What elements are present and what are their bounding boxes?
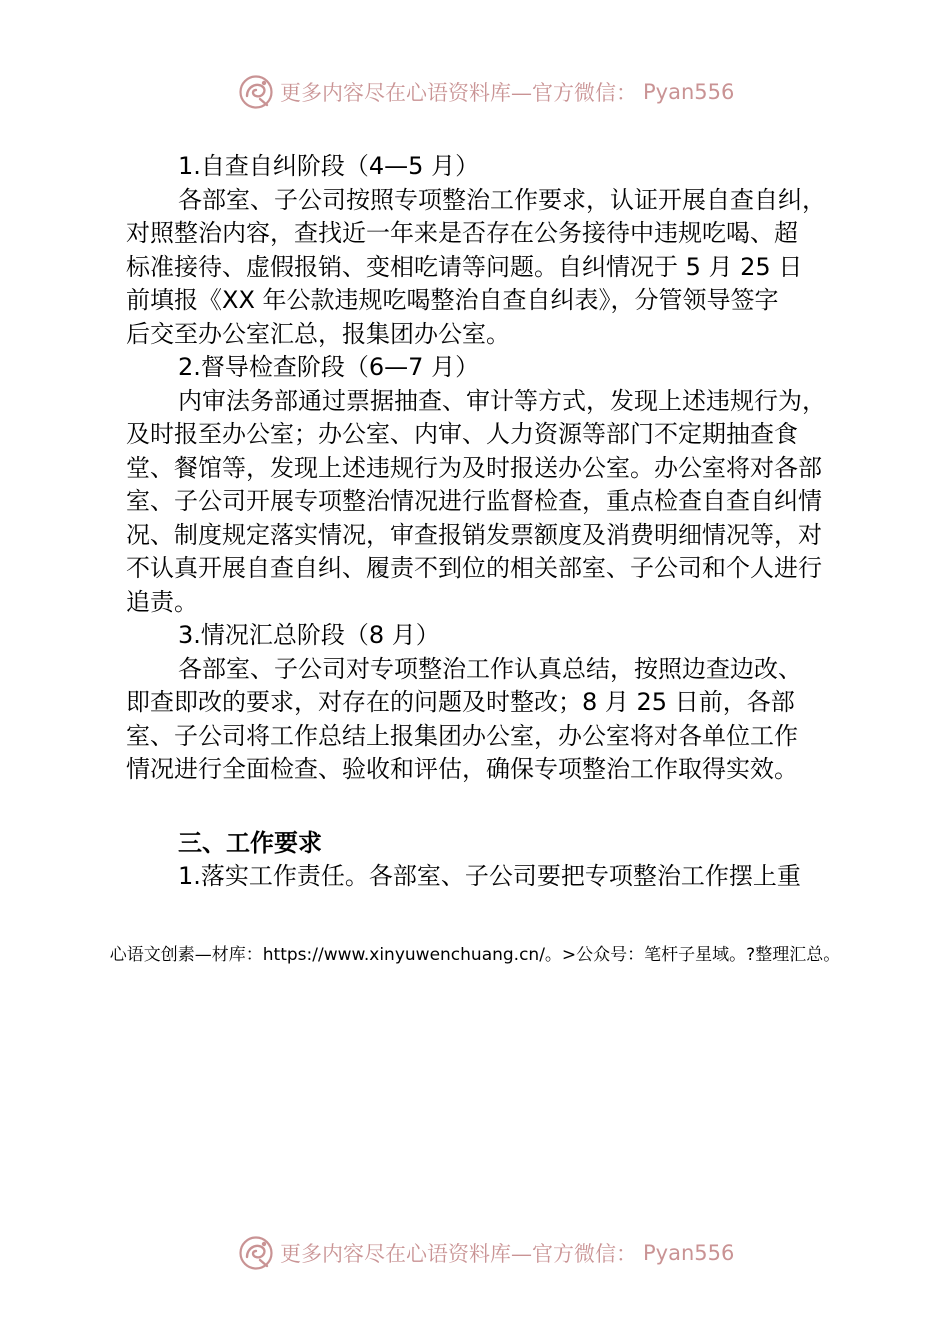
paragraph-line: 不认真开展自查自纠、履责不到位的相关部室、子公司和个人进行	[126, 554, 822, 582]
paragraph-line: 对照整治内容，查找近一年来是否存在公务接待中违规吃喝、超	[126, 219, 798, 247]
section-heading: 三、工作要求	[178, 828, 322, 857]
paragraph-line: 各部室、子公司对专项整治工作认真总结，按照边查边改、	[178, 654, 802, 683]
swirl-heart-logo-icon	[238, 74, 274, 110]
paragraph-line: 及时报至办公室；办公室、内审、人力资源等部门不定期抽查食	[126, 420, 798, 448]
paragraph-line: 各部室、子公司按照专项整治工作要求，认证开展自查自纠，	[178, 185, 826, 214]
paragraph-line: 情况进行全面检查、验收和评估，确保专项整治工作取得实效。	[126, 755, 798, 783]
watermark-wechat-id: Pyan556	[643, 80, 735, 104]
paragraph-line: 况、制度规定落实情况，审查报销发票额度及消费明细情况等，对	[126, 520, 822, 549]
paragraph-line: 标准接待、虚假报销、变相吃请等问题。自纠情况于 5 月 25 日	[126, 252, 803, 281]
paragraph-line: 1.落实工作责任。各部室、子公司要把专项整治工作摆上重	[178, 862, 801, 890]
watermark-banner-bottom	[238, 1235, 734, 1271]
subheading-supervision: 2.督导检查阶段（6—7 月）	[178, 353, 480, 381]
watermark-text: 更多内容尽在心语资料库—官方微信：	[280, 81, 637, 105]
watermark-banner-top	[238, 74, 734, 110]
subheading-summary: 3.情况汇总阶段（8 月）	[178, 621, 440, 649]
paragraph-line: 即查即改的要求，对存在的问题及时整改；8 月 25 日前，各部	[126, 688, 795, 716]
source-footer-note: 心语文创素—材库：https://www.xinyuwenchuang.cn/。>公众号：笔杆子星域。?整理汇总。	[109, 945, 841, 965]
swirl-heart-logo-icon	[238, 1235, 274, 1271]
watermark-wechat-id: Pyan556	[643, 1241, 735, 1265]
watermark-text: 更多内容尽在心语资料库—官方微信：	[280, 1242, 637, 1266]
paragraph-line: 追责。	[126, 587, 198, 616]
document-body	[126, 150, 842, 894]
paragraph-line: 内审法务部通过票据抽查、审计等方式，发现上述违规行为，	[178, 386, 826, 415]
paragraph-line: 室、子公司开展专项整治情况进行监督检查，重点检查自查自纠情	[126, 487, 822, 515]
paragraph-line: 后交至办公室汇总，报集团办公室。	[126, 319, 510, 348]
paragraph-line: 堂、餐馆等，发现上述违规行为及时报送办公室。办公室将对各部	[126, 453, 822, 482]
paragraph-line: 前填报《XX 年公款违规吃喝整治自查自纠表》，分管领导签字	[126, 286, 779, 314]
paragraph-line: 室、子公司将工作总结上报集团办公室，办公室将对各单位工作	[126, 721, 798, 750]
subheading-self-check: 1.自查自纠阶段（4—5 月）	[178, 152, 480, 180]
